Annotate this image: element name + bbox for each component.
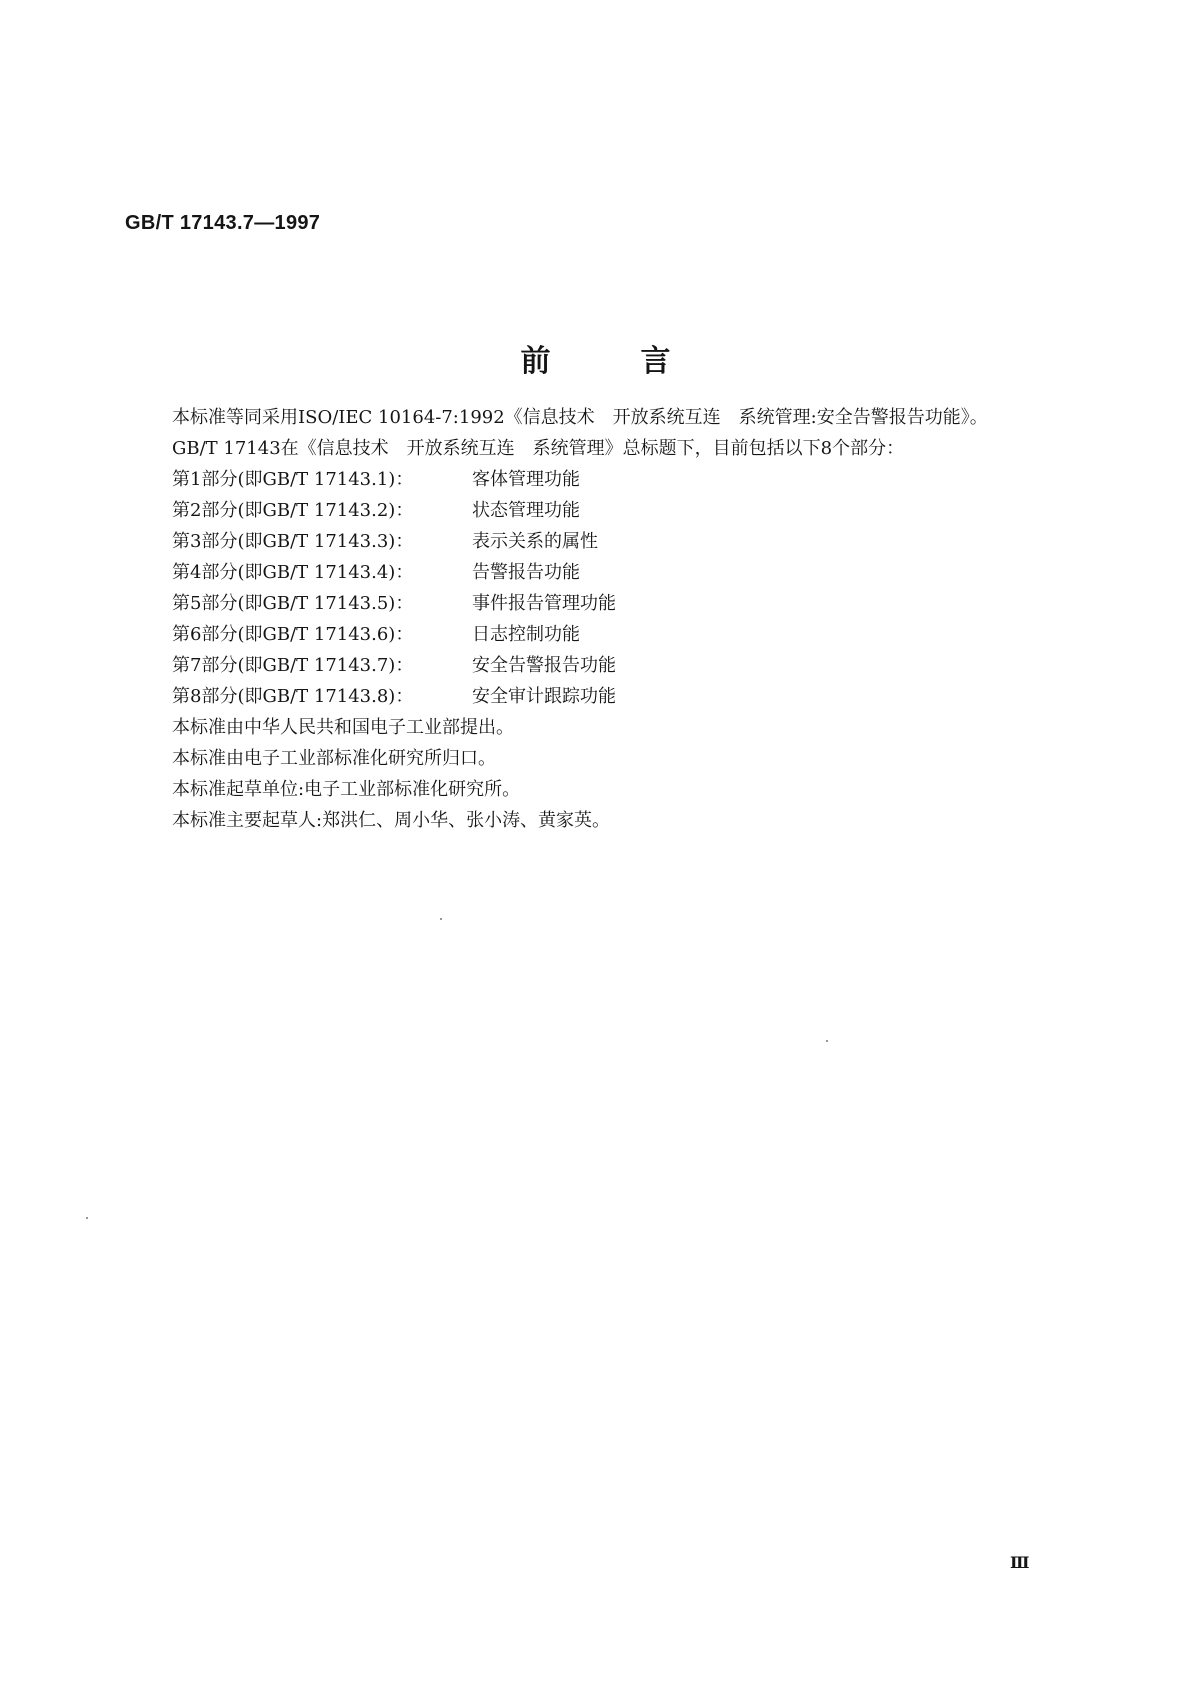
page-title: 前言 [520, 344, 761, 379]
part-row-1 [130, 464, 1070, 495]
series-intro-paragraph: GB/T 17143在《信息技术 开放系统互连 系统管理》总标题下，目前包括以下8个部分： [172, 438, 905, 459]
scan-speck [826, 1040, 828, 1042]
part-name: 告警报告功能 [472, 562, 580, 583]
drafters-paragraph: 本标准主要起草人:郑洪仁、周小华、张小涛、黄家英。 [172, 810, 611, 831]
part-row-3 [130, 526, 1070, 557]
part-row-6 [130, 619, 1070, 650]
part-name: 状态管理功能 [472, 500, 580, 521]
part-name: 安全告警报告功能 [472, 655, 616, 676]
scan-speck [440, 918, 442, 920]
part-row-7 [130, 650, 1070, 681]
part-name: 安全审计跟踪功能 [472, 686, 616, 707]
part-name: 日志控制功能 [472, 624, 580, 645]
part-row-4 [130, 557, 1070, 588]
part-number: 第2部分(即GB/T 17143.2)： [172, 500, 414, 521]
part-number: 第6部分(即GB/T 17143.6)： [172, 624, 414, 645]
proposer-paragraph: 本标准由中华人民共和国电子工业部提出。 [172, 717, 514, 738]
part-number: 第8部分(即GB/T 17143.8)： [172, 686, 414, 707]
foreword-body [130, 402, 1070, 836]
administrator-paragraph: 本标准由电子工业部标准化研究所归口。 [172, 748, 496, 769]
part-number: 第3部分(即GB/T 17143.3)： [172, 531, 414, 552]
parts-list [130, 464, 1070, 712]
part-name: 表示关系的属性 [472, 531, 598, 552]
scan-speck [86, 1217, 88, 1219]
part-row-5 [130, 588, 1070, 619]
part-name: 客体管理功能 [472, 469, 580, 490]
page-number: Ⅲ [1010, 1553, 1030, 1572]
part-row-8 [130, 681, 1070, 712]
part-row-2 [130, 495, 1070, 526]
part-number: 第4部分(即GB/T 17143.4)： [172, 562, 414, 583]
adoption-paragraph: 本标准等同采用ISO/IEC 10164-7:1992《信息技术 开放系统互连 系统管理:安全告警报告功能》。 [172, 407, 988, 428]
part-number: 第1部分(即GB/T 17143.1)： [172, 469, 414, 490]
part-number: 第5部分(即GB/T 17143.5)： [172, 593, 414, 614]
standard-code: GB/T 17143.7—1997 [125, 212, 321, 234]
part-number: 第7部分(即GB/T 17143.7)： [172, 655, 414, 676]
part-name: 事件报告管理功能 [472, 593, 616, 614]
drafting-unit-paragraph: 本标准起草单位:电子工业部标准化研究所。 [172, 779, 521, 800]
